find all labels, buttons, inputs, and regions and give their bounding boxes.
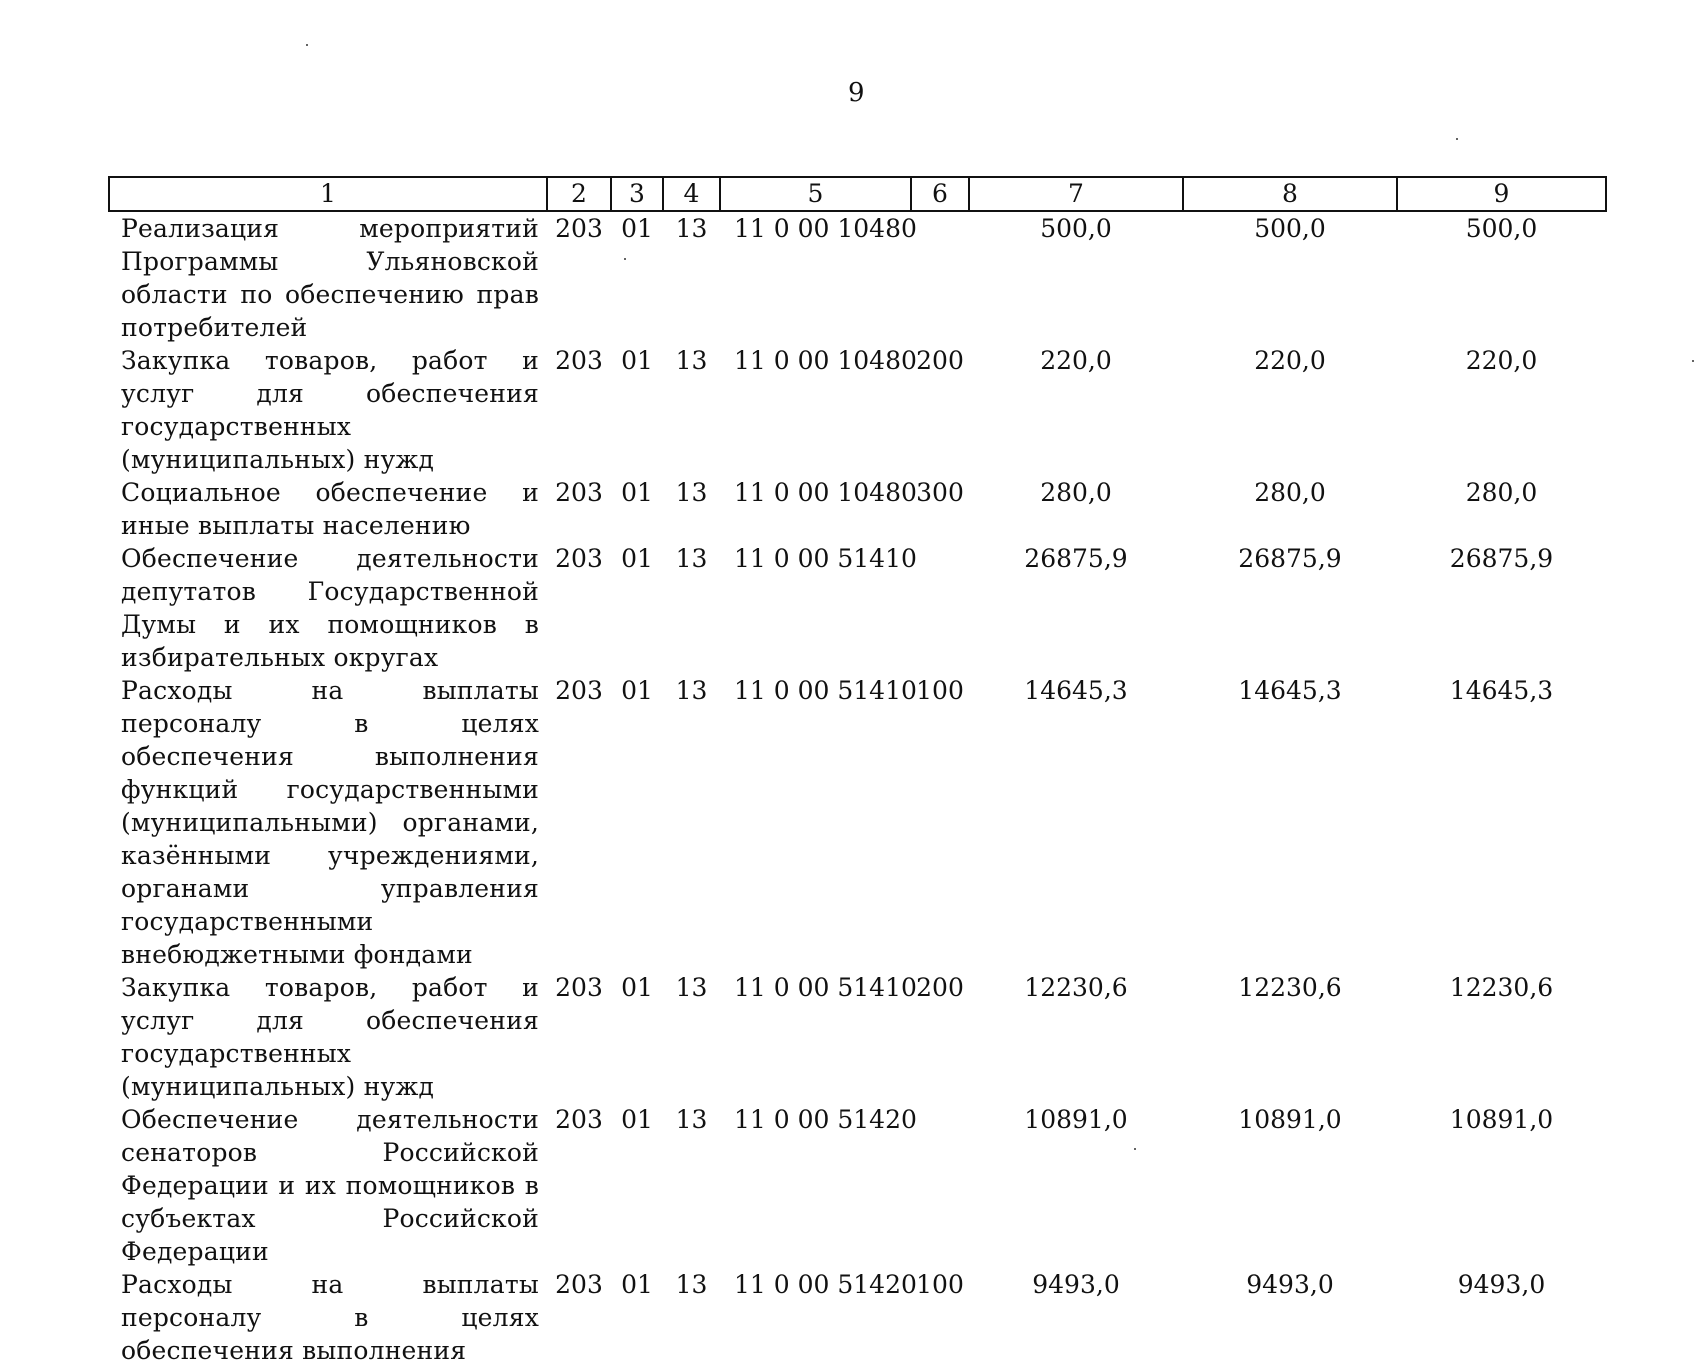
row-c5: 11 0 00 10480 [734, 478, 917, 507]
row-c4: 13 [675, 346, 708, 375]
row-c7: 12230,6 [1024, 973, 1128, 1002]
row-c6: 100 [916, 1270, 964, 1299]
header-cell: 2 [547, 177, 611, 211]
row-c2: 203 [555, 1270, 603, 1299]
row-c9: 12230,6 [1449, 973, 1554, 1002]
row-c8: 14645,3 [1238, 676, 1342, 705]
row-c9: 9493,0 [1457, 1270, 1546, 1299]
row-name: Расходы на выплаты персоналу в целях обеспечения выполнения [121, 1270, 539, 1365]
scan-speck [1456, 138, 1458, 140]
row-c9: 14645,3 [1449, 676, 1554, 705]
row-c5: 11 0 00 51420 [734, 1270, 917, 1299]
row-c6 [911, 542, 969, 674]
row-c3: 01 [621, 544, 653, 573]
row-c7: 500,0 [1040, 214, 1112, 243]
row-c8: 500,0 [1254, 214, 1326, 243]
row-c2: 203 [555, 214, 603, 243]
row-c2: 203 [555, 1105, 603, 1134]
row-c7: 10891,0 [1024, 1105, 1128, 1134]
row-c8: 10891,0 [1238, 1105, 1342, 1134]
row-c4: 13 [675, 1270, 708, 1299]
row-c3: 01 [621, 973, 653, 1002]
row-c3: 01 [621, 1105, 653, 1134]
row-c4: 13 [675, 1105, 708, 1134]
table-row [109, 1103, 1606, 1268]
row-c8: 12230,6 [1238, 973, 1342, 1002]
row-c5: 11 0 00 10480 [734, 214, 917, 243]
row-c4: 13 [675, 544, 708, 573]
row-c5: 11 0 00 51420 [734, 1105, 917, 1134]
row-c7: 220,0 [1040, 346, 1112, 375]
row-c8: 220,0 [1254, 346, 1326, 375]
table-row [109, 476, 1606, 542]
row-c5: 11 0 00 51410 [734, 973, 917, 1002]
table-row [109, 211, 1606, 344]
header-cell: 9 [1397, 177, 1606, 211]
row-c9: 280,0 [1465, 478, 1538, 507]
row-c6: 200 [916, 973, 964, 1002]
row-c8: 280,0 [1254, 478, 1326, 507]
row-c3: 01 [621, 478, 653, 507]
row-name: Реализация мероприятий Программы Ульяновской области по обеспечению прав потребителей [121, 214, 539, 342]
table-row [109, 971, 1606, 1103]
row-c9: 10891,0 [1449, 1105, 1554, 1134]
header-cell: 6 [911, 177, 969, 211]
row-c4: 13 [675, 676, 708, 705]
row-c6: 200 [916, 346, 964, 375]
table-row [109, 1268, 1606, 1367]
row-c3: 01 [621, 676, 653, 705]
header-row [109, 177, 1606, 211]
row-c4: 13 [675, 478, 708, 507]
row-c6 [911, 1103, 969, 1268]
row-c6: 100 [916, 676, 964, 705]
row-c7: 14645,3 [1024, 676, 1128, 705]
budget-table [108, 176, 1607, 1367]
header-cell: 3 [611, 177, 663, 211]
row-c7: 280,0 [1040, 478, 1112, 507]
table-row [109, 344, 1606, 476]
row-c7: 9493,0 [1032, 1270, 1120, 1299]
row-c5: 11 0 00 51410 [734, 544, 917, 573]
header-cell: 5 [720, 177, 911, 211]
row-c2: 203 [555, 676, 603, 705]
table-row [109, 542, 1606, 674]
row-c9: 26875,9 [1449, 544, 1554, 573]
header-cell: 7 [969, 177, 1183, 211]
row-c7: 26875,9 [1024, 544, 1128, 573]
row-c9: 220,0 [1465, 346, 1538, 375]
row-name: Закупка товаров, работ и услуг для обеспечения государственных (муниципальных) нужд [121, 973, 539, 1101]
row-c2: 203 [555, 478, 603, 507]
row-c5: 11 0 00 10480 [734, 346, 917, 375]
header-cell: 1 [109, 177, 547, 211]
row-c6: 300 [916, 478, 964, 507]
header-cell: 8 [1183, 177, 1397, 211]
row-c4: 13 [675, 973, 708, 1002]
row-c2: 203 [555, 544, 603, 573]
row-c3: 01 [621, 1270, 653, 1299]
row-name: Закупка товаров, работ и услуг для обеспечения государственных (муниципальных) нужд [121, 346, 539, 474]
row-c2: 203 [555, 346, 603, 375]
page-number: 9 [848, 78, 865, 108]
table-header [109, 177, 1606, 211]
row-c4: 13 [675, 214, 708, 243]
row-name: Обеспечение деятельности сенаторов Российской Федерации и их помощников в субъектах Российской Федерации [121, 1105, 539, 1266]
row-c3: 01 [621, 214, 653, 243]
row-name: Социальное обеспечение и иные выплаты населению [121, 478, 539, 540]
row-c9: 500,0 [1465, 214, 1538, 243]
scan-speck [306, 44, 308, 46]
row-c6 [911, 211, 969, 344]
table-row [109, 674, 1606, 971]
scan-speck [1692, 360, 1694, 362]
row-c8: 26875,9 [1238, 544, 1342, 573]
row-c5: 11 0 00 51410 [734, 676, 917, 705]
row-name: Обеспечение деятельности депутатов Государственной Думы и их помощников в избирательных округах [121, 544, 539, 672]
header-cell: 4 [663, 177, 720, 211]
row-c3: 01 [621, 346, 653, 375]
row-c2: 203 [555, 973, 603, 1002]
table-body [109, 211, 1606, 1367]
row-c8: 9493,0 [1246, 1270, 1334, 1299]
row-name: Расходы на выплаты персоналу в целях обеспечения выполнения функций государственными (муниципальными) органами, казёнными учреждениями, органами управления государственными внебюджетными фондами [121, 676, 539, 969]
